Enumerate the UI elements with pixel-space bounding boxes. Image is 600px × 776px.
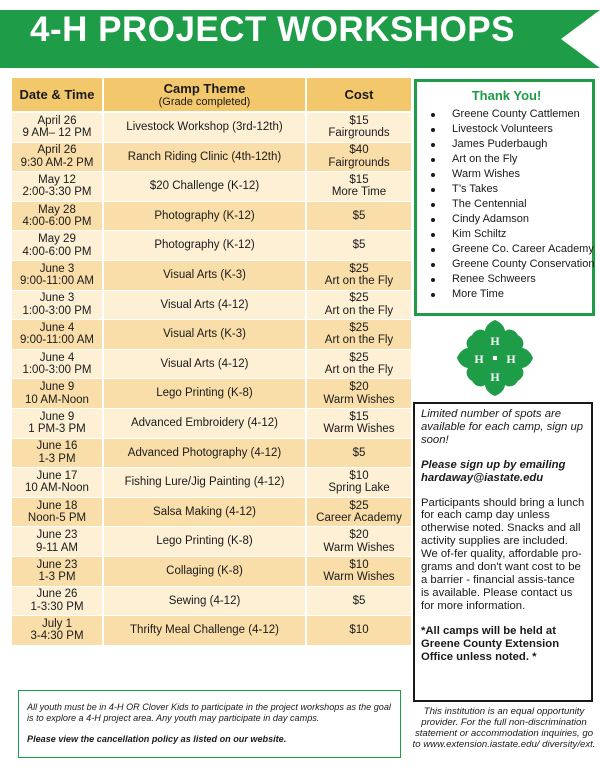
time-text: 10 AM-Noon [25,482,89,495]
table-row [12,439,411,469]
date-text: May 29 [38,233,76,246]
cost-note: Warm Wishes [323,541,395,554]
cell-cost [307,557,411,587]
cell-date-time [12,527,102,557]
cell-date-time [12,439,102,469]
svg-text:H: H [490,370,500,384]
sponsor-list-item: The Centennial [427,197,586,212]
table-row [12,527,411,557]
cell-date-time [12,616,102,646]
sponsor-list-item: Warm Wishes [427,167,586,182]
svg-text:H: H [506,352,516,366]
time-text: 4:00-6:00 PM [22,245,92,258]
cell-date-time [12,231,102,261]
cost-note: Art on the Fly [324,334,394,347]
cell-date-time [12,172,102,202]
cell-camp-theme: Lego Printing (K-8) [104,527,305,557]
eligibility-text: All youth must be in 4-H OR Clover Kids to participate in the project workshops as the goal is to explore a 4-H project area. Any youth may participate in day camps. [27,702,391,723]
cost-amount: $5 [352,594,366,607]
table-row [12,616,411,646]
sponsor-list-item: More Time [427,287,586,302]
workshop-schedule-table [10,78,413,646]
table-row [12,350,411,380]
date-text: April 26 [37,144,77,157]
cell-camp-theme: Fishing Lure/Jig Painting (4-12) [104,468,305,498]
column-header-theme: Camp Theme (Grade completed) [104,78,305,113]
table-row [12,143,411,173]
cell-date-time [12,557,102,587]
page-title: 4-H PROJECT WORKSHOPS [30,10,515,49]
cost-amount: $10 [349,558,369,571]
table-row [12,409,411,439]
cell-date-time [12,468,102,498]
column-header-cost: Cost [307,78,411,113]
date-text: May 28 [38,203,76,216]
cost-amount: $5 [352,239,366,252]
camp-info-box [413,402,593,702]
cost-amount: $25 [349,351,369,364]
cost-note: Warm Wishes [323,571,395,584]
table-row [12,231,411,261]
sponsor-list-item: Kim Schiltz [427,227,586,242]
cost-note: More Time [331,186,387,199]
cell-cost [307,261,411,291]
cell-camp-theme: Visual Arts (4-12) [104,291,305,321]
4-h-clover-icon [455,318,535,398]
cost-note: Fairgrounds [328,156,390,169]
time-text: 4:00-6:00 PM [22,216,92,229]
svg-text:H: H [490,334,500,348]
sponsor-list-item: Renee Schweers [427,272,586,287]
cell-cost [307,350,411,380]
limited-spots-text: Limited number of spots are available for each camp, sign up soon! [421,408,584,446]
cost-amount: $25 [349,321,369,334]
cost-amount: $5 [352,209,366,222]
table-row [12,557,411,587]
cell-cost [307,468,411,498]
cell-cost [307,439,411,469]
cost-amount: $20 [349,529,369,542]
cell-date-time [12,113,102,143]
date-text: June 23 [36,529,78,542]
cell-cost [307,113,411,143]
table-row [12,113,411,143]
time-text: 1:00-3:00 PM [22,364,92,377]
cell-camp-theme: Advanced Photography (4-12) [104,439,305,469]
table-row [12,261,411,291]
cell-camp-theme: Photography (K-12) [104,202,305,232]
time-text: 1-3 PM [38,452,76,465]
cost-amount: $15 [349,114,369,127]
cell-cost [307,616,411,646]
cell-cost [307,172,411,202]
cell-camp-theme: Visual Arts (K-3) [104,261,305,291]
cost-note: Fairgrounds [328,127,390,140]
cell-date-time [12,587,102,617]
date-text: July 1 [41,617,73,630]
table-row [12,498,411,528]
cell-date-time [12,350,102,380]
signup-text: Please sign up by emailing hardaway@iastate.edu [421,458,566,484]
date-text: June 18 [36,499,78,512]
time-text: 9 AM– 12 PM [22,127,92,140]
time-text: 1-3 PM [38,571,76,584]
time-text: 9:00-11:00 AM [20,334,94,347]
cost-amount: $25 [349,262,369,275]
table-row [12,320,411,350]
column-header-theme-sub: (Grade completed) [158,95,251,108]
date-text: May 12 [38,173,76,186]
sponsor-list-item: Art on the Fly [427,152,586,167]
time-text: 1-3:30 PM [30,600,84,613]
cell-cost [307,320,411,350]
time-text: 1 PM-3 PM [28,423,86,436]
table-row [12,291,411,321]
cell-date-time [12,291,102,321]
cell-camp-theme: $20 Challenge (K-12) [104,172,305,202]
cost-amount: $10 [349,624,369,637]
cost-note: Career Academy [316,512,402,525]
cost-amount: $15 [349,410,369,423]
sponsor-list-item: Cindy Adamson [427,212,586,227]
cell-cost [307,231,411,261]
cost-note: Warm Wishes [323,423,395,436]
sponsor-list-item: Greene County Cattlemen [427,107,586,122]
cell-cost [307,379,411,409]
table-row [12,468,411,498]
table-header-row [12,78,411,113]
time-text: 1:00-3:00 PM [22,304,92,317]
thank-you-box [414,79,595,316]
cell-camp-theme: Sewing (4-12) [104,587,305,617]
time-text: 3-4:30 PM [30,630,84,643]
date-text: June 3 [39,262,75,275]
cell-date-time [12,320,102,350]
cell-camp-theme: Collaging (K-8) [104,557,305,587]
cell-date-time [12,143,102,173]
cost-note: Art on the Fly [324,275,394,288]
date-text: June 23 [36,558,78,571]
svg-text:H: H [474,352,484,366]
cost-amount: $5 [352,446,366,459]
table-row [12,202,411,232]
date-text: June 4 [39,321,75,334]
cost-amount: $10 [349,469,369,482]
table-row [12,379,411,409]
eligibility-box [18,690,401,758]
cell-cost [307,587,411,617]
cell-date-time [12,409,102,439]
date-text: June 4 [39,351,75,364]
cell-cost [307,291,411,321]
cell-camp-theme: Thrifty Meal Challenge (4-12) [104,616,305,646]
date-text: April 26 [37,114,77,127]
cell-date-time [12,261,102,291]
column-header-date: Date & Time [12,78,102,113]
time-text: Noon-5 PM [27,512,87,525]
participant-details-text: Participants should bring a lunch for each camp day unless otherwise noted. Snacks and all activity supplies are included. We of-fer quality, affordable pro-grams and don't want cost to be a barrier - financial assis-tance is available. Please contact us for more information. [421,496,585,612]
cost-note: Spring Lake [328,482,390,495]
date-text: June 3 [39,292,75,305]
cell-cost [307,409,411,439]
cell-camp-theme: Visual Arts (4-12) [104,350,305,380]
sponsor-list-item: James Puderbaugh [427,137,586,152]
cost-amount: $15 [349,173,369,186]
cell-camp-theme: Lego Printing (K-8) [104,379,305,409]
location-note: *All camps will be held at Greene County Extension Office unless noted. * [421,624,560,663]
cost-amount: $25 [349,292,369,305]
sponsor-list-item: Greene Co. Career Academy [427,242,586,257]
sponsor-list [427,107,595,302]
sponsor-list-item: Greene County Conservation [427,257,586,272]
cost-note: Art on the Fly [324,304,394,317]
sponsor-list-item: T’s Takes [427,182,586,197]
cost-note: Art on the Fly [324,364,394,377]
table-row [12,172,411,202]
equal-opportunity-statement: This institution is an equal opportunity provider. For the full non-discrimination statement or accommodation inquiries, go to www.extension.iastate.edu/ diversity/ext. [412,706,596,750]
cell-cost [307,527,411,557]
time-text: 10 AM-Noon [25,393,89,406]
cell-cost [307,143,411,173]
cell-cost [307,202,411,232]
cell-camp-theme: Livestock Workshop (3rd-12th) [104,113,305,143]
cell-camp-theme: Visual Arts (K-3) [104,320,305,350]
cell-date-time [12,498,102,528]
date-text: June 17 [36,469,78,482]
cell-date-time [12,202,102,232]
cell-camp-theme: Salsa Making (4-12) [104,498,305,528]
cell-camp-theme: Advanced Embroidery (4-12) [104,409,305,439]
cell-camp-theme: Photography (K-12) [104,231,305,261]
date-text: June 9 [39,381,75,394]
cost-note: Warm Wishes [323,393,395,406]
date-text: June 26 [36,588,78,601]
cost-amount: $20 [349,381,369,394]
cost-amount: $25 [349,499,369,512]
date-text: June 16 [36,440,78,453]
cancellation-policy-text: Please view the cancellation policy as listed on our website. [27,734,287,744]
time-text: 9:30 AM-2 PM [20,156,94,169]
cell-cost [307,498,411,528]
cell-camp-theme: Ranch Riding Clinic (4th-12th) [104,143,305,173]
date-text: June 9 [39,410,75,423]
thank-you-title: Thank You! [471,88,542,103]
time-text: 2:00-3:30 PM [22,186,92,199]
time-text: 9:00-11:00 AM [20,275,94,288]
cost-amount: $40 [349,144,369,157]
table-row [12,587,411,617]
cell-date-time [12,379,102,409]
sponsor-list-item: Livestock Volunteers [427,122,586,137]
time-text: 9-11 AM [36,541,78,554]
